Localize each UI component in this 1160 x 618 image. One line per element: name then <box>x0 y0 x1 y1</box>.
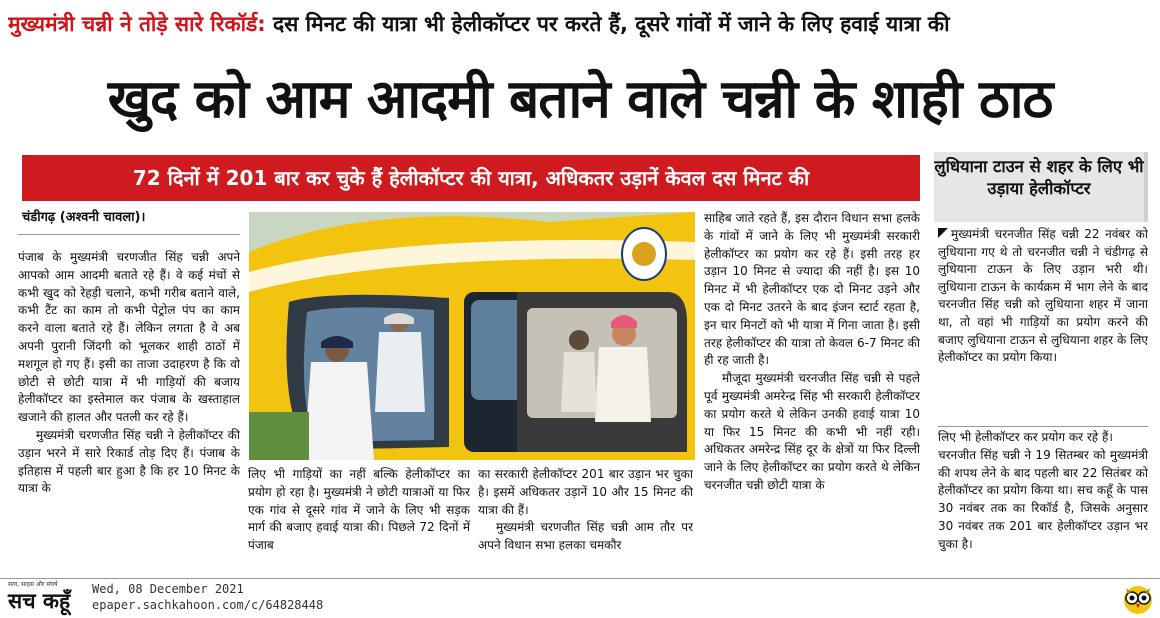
dateline: चंडीगढ़ (अश्वनी चावला)। <box>22 210 146 225</box>
paragraph: मुख्यमंत्री चरणजीत सिंह चन्नी ने हेलीकॉप्टर की उड़ान भरने में सारे रिकार्ड तोड़ दिए हैं। पंजाब के इतिहास में पहली बार हुआ है कि हर 10 मिनट के यात्रा के <box>18 427 240 496</box>
footer-divider <box>0 578 1160 579</box>
bullet-triangle-icon <box>938 228 948 238</box>
helicopter-illustration <box>249 212 695 460</box>
article-column-5 <box>938 426 1148 566</box>
helicopter-photo <box>249 212 695 460</box>
headline: खुद को आम आदमी बताने वाले चन्नी के शाही ठाठ <box>107 69 1053 130</box>
paragraph: पंजाब के मुख्यमंत्री चरणजीत सिंह चन्नी अपने आपको आम आदमी बताते रहे हैं। वे कई मंचों से कभी खुद को रेहड़ी चलाने, कभी गरीब बताने वाले, कभी टैंट का काम तो कभी पेट्रोल पंप का काम करने वाला बताते रहे हैं। लेकिन लगता है वे अब अपनी पुरानी जिंदगी को भूलकर शाही ठाठों में मशगूल हो गए हैं। इसी का ताजा उदाहरण है कि वो छोटी से छोटी यात्रा में भी गाड़ियों की बजाय हेलीकॉप्टर का इस्तेमाल कर पंजाब के खस्ताहाल खजाने की हालत और पतली कर रहे हैं। <box>18 250 240 425</box>
paragraph: साहिब जाते रहते हैं, इस दौरान विधान सभा हलके के गांवों में जाने के लिए भी मुख्यमंत्री सरकारी हेलीकॉप्टर का प्रयोग कर रहे हैं। इसी तरह हर उड़ान 10 मिनट से ज्यादा की नहीं है। इस 10 मिनट में भी हेलीकॉप्टर एक दो मिनट उड़ने और एक दो मिनट उतरने के बाद इंजन स्टार्ट रहता है, इन चार मिनटों को भी यात्रा में गिना जाता है। इसी तरह हेलीकॉप्टर की यात्रा तो केवल 6-7 मिनट की ही रह जाती है। <box>704 211 920 368</box>
subhead-banner: 72 दिनों में 201 बार कर चुके हैं हेलीकॉप्टर की यात्रा, अधिकतर उड़ानें केवल दस मिनट की <box>22 155 920 201</box>
article-column-4 <box>704 210 920 570</box>
footer-url[interactable]: epaper.sachkahoon.com/c/64828448 <box>92 598 324 612</box>
paragraph: लिए भी हेलीकॉप्टर कर प्रयोग कर रहे हैं। <box>938 430 1113 444</box>
kicker-red: मुख्यमंत्री चन्नी ने तोड़े सारे रिकॉर्ड: <box>8 12 266 36</box>
article-column-3 <box>478 466 693 566</box>
logo-tagline: सत्य, साहस और संघर्ष <box>8 581 58 588</box>
kicker-black: दस मिनट की यात्रा भी हेलीकॉप्टर पर करते हैं, दूसरे गांवों में जाने के लिए हवाई यात्रा की <box>265 12 950 36</box>
owl-icon <box>1120 580 1156 616</box>
logo: सच कहूँ <box>8 589 71 613</box>
paragraph: मुख्यमंत्री चरनजीत सिंह चन्नी 22 नवंबर को लुधियाना गए थे तो चरनजीत चन्नी ने चंडीगढ़ से लुधियाना टाऊन के लिए उड़ान भरी थी। लुधियाना टाऊन के कार्यक्रम में भाग लेने के बाद चरनजीत सिंह चन्नी को लुधियाना शहर में जाना था, तो वहां भी गाड़ियों का प्रयोग करने की बजाए लुधियाना टाऊन से लुधियाना शहर के लिए हेलीकॉप्टर का प्रयोग किया। <box>938 227 1148 365</box>
paragraph: चरनजीत सिंह चन्नी ने 19 सितम्बर को मुख्यमंत्री की शपथ लेने के बाद पहली बार 22 सितंबर को हेलीकॉप्टर का प्रयोग किया था। सच कहूँ के पास 30 नवंबर तक का रिकॉर्ड है, जिसके अनुसार 30 नवंबर तक 201 बार हेलीकॉप्टर उड़ान भर चुका है। <box>938 447 1148 551</box>
paragraph: मौजूदा मुख्यमंत्री चरनजीत सिंह चन्नी से पहले पूर्व मुख्यमंत्री अमरेन्द्र सिंह भी सरकारी हेलीकॉप्टर का प्रयोग करते थे लेकिन उनकी हवाई यात्रा 10 या फिर 15 मिनट की कभी भी नहीं रही। अधिकतर अमरेन्द्र सिंह दूर के क्षेत्रों या फिर दिल्ली जाने के लिए हेलीकॉप्टर का प्रयोग करते थे लेकिन चरनजीत चन्नी छोटी यात्रा के <box>704 371 920 492</box>
paragraph: मुख्यमंत्री चरणजीत सिंह चन्नी आम तौर पर अपने विधान सभा हलका चमकौर <box>478 520 693 553</box>
paragraph: लिए भी गाड़ियों का नहीं बल्कि हेलीकॉप्टर का प्रयोग हो रहा है। मुख्यमंत्री ने छोटी यात्राओं या फिर एक गांव से दूसरे गांव में जाने के लिए भी सड़क मार्ग की बजाए हवाई यात्रा की। पिछले 72 दिनों में पंजाब <box>248 467 470 553</box>
kicker <box>8 6 1152 42</box>
article-column-1 <box>18 234 240 564</box>
article-column-2 <box>248 466 470 566</box>
footer-date: Wed, 08 December 2021 <box>92 582 244 596</box>
paragraph: का सरकारी हेलीकॉप्टर 201 बार उड़ान भर चुका है। इसमें अधिकतर उड़ानें 10 और 15 मिनट की यात्रा की हैं। <box>478 467 693 517</box>
sidebox-title: लुधियाना टाउन से शहर के लिए भी उड़ाया हेलीकॉप्टर <box>934 152 1148 222</box>
sidebox-body <box>938 226 1148 412</box>
